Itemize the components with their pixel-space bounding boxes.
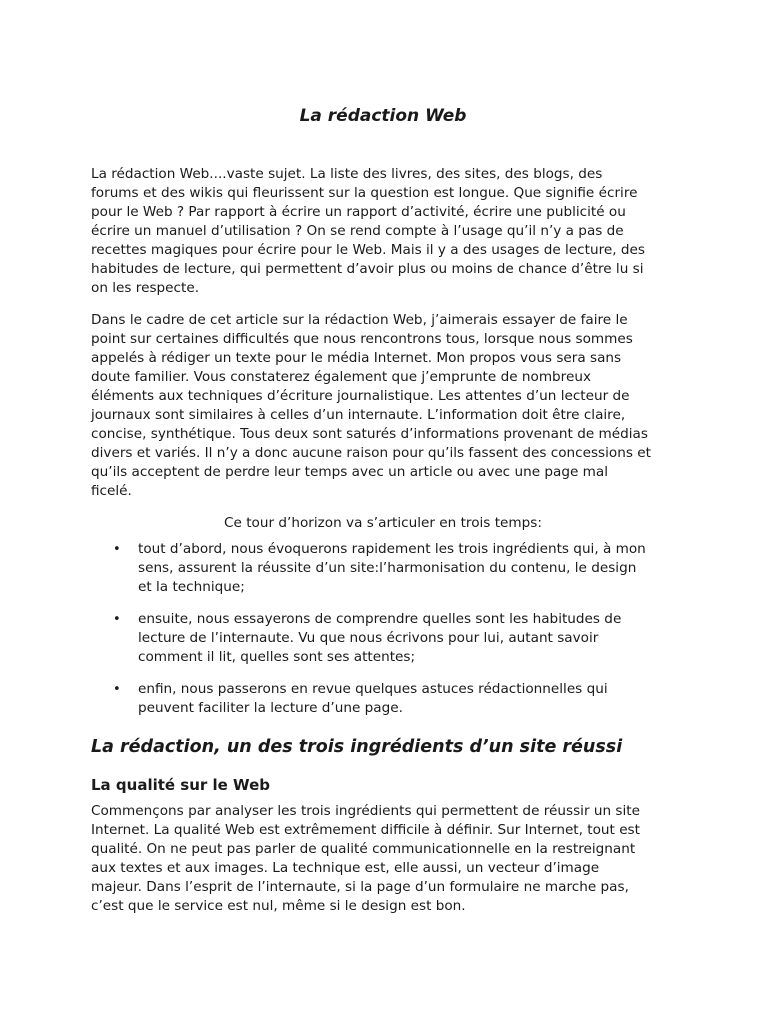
text-line: Dans le cadre de cet article sur la rédaction Web, j’aimerais essayer de faire le: [91, 312, 628, 328]
text-line: écrire un manuel d’utilisation ? On se rend compte à l’usage qu’il n’y a pas de: [91, 223, 624, 239]
text-line: on les respecte.: [91, 280, 200, 296]
list-item: [91, 680, 683, 718]
text-line: ensuite, nous essayerons de comprendre quelles sont les habitudes de: [138, 611, 622, 627]
paragraph-intro: [91, 165, 683, 298]
text-line: doute familier. Vous constaterez également que j’emprunte de nombreux: [91, 369, 592, 385]
text-line: concise, synthétique. Tous deux sont saturés d’informations provenant de médias: [91, 426, 648, 442]
text-line: divers et variés. Il n’y a donc aucune raison pour qu’ils fassent des concessions et: [91, 445, 651, 461]
text-line: comment il lit, quelles sont ses attentes;: [138, 649, 416, 665]
text-line: point sur certaines difficultés que nous rencontrons tous, lorsque nous sommes: [91, 331, 633, 347]
text-line: habitudes de lecture, qui permettent d’avoir plus ou moins de chance d’être lu si: [91, 261, 644, 277]
text-line: et la technique;: [138, 579, 245, 595]
bullet-icon: •: [113, 542, 121, 557]
list-item: [91, 540, 683, 597]
text-line: majeur. Dans l’esprit de l’internaute, si la page d’un formulaire ne marche pas,: [91, 879, 629, 895]
bullet-icon: •: [113, 682, 121, 697]
section-heading: La rédaction, un des trois ingrédients d’un site réussi: [91, 737, 623, 757]
text-line: La rédaction Web....vaste sujet. La liste des livres, des sites, des blogs, des: [91, 166, 603, 182]
list-intro: Ce tour d’horizon va s’articuler en trois temps:: [224, 515, 542, 531]
text-line: tout d’abord, nous évoquerons rapidement les trois ingrédients qui, à mon: [138, 541, 646, 557]
text-line: sens, assurent la réussite d’un site:l’harmonisation du contenu, le design: [138, 560, 637, 576]
text-line: appelés à rédiger un texte pour le média Internet. Mon propos vous sera sans: [91, 350, 622, 366]
text-line: aux textes et aux images. La technique est, elle aussi, un vecteur d’image: [91, 860, 600, 876]
paragraph-quality: [91, 802, 683, 916]
bullet-list: [91, 540, 683, 718]
document-title: La rédaction Web: [299, 106, 467, 126]
text-line: ficelé.: [91, 483, 132, 499]
text-line: enfin, nous passerons en revue quelques astuces rédactionnelles qui: [138, 681, 608, 697]
text-line: lecture de l’internaute. Vu que nous écrivons pour lui, autant savoir: [138, 630, 599, 646]
subsection-heading: La qualité sur le Web: [91, 776, 270, 794]
paragraph-context: [91, 311, 683, 501]
text-line: qualité. On ne peut pas parler de qualité communicationnelle en la restreignant: [91, 841, 636, 857]
text-line: recettes magiques pour écrire pour le Web. Mais il y a des usages de lecture, des: [91, 242, 645, 258]
text-line: forums et des wikis qui fleurissent sur la question est longue. Que signifie écrire: [91, 185, 638, 201]
list-item: [91, 610, 683, 667]
text-line: qu’ils acceptent de perdre leur temps avec un article ou avec une page mal: [91, 464, 609, 480]
text-line: Internet. La qualité Web est extrêmement difficile à définir. Sur Internet, tout est: [91, 822, 640, 838]
text-line: pour le Web ? Par rapport à écrire un rapport d’activité, écrire une publicité ou: [91, 204, 626, 220]
text-line: journaux sont similaires à celles d’un internaute. L’information doit être claire,: [91, 407, 626, 423]
bullet-icon: •: [113, 612, 121, 627]
text-line: c’est que le service est nul, même si le design est bon.: [91, 898, 466, 914]
text-line: peuvent faciliter la lecture d’une page.: [138, 700, 403, 716]
text-line: éléments aux techniques d’écriture journalistique. Les attentes d’un lecteur de: [91, 388, 630, 404]
text-line: Commençons par analyser les trois ingrédients qui permettent de réussir un site: [91, 803, 640, 819]
